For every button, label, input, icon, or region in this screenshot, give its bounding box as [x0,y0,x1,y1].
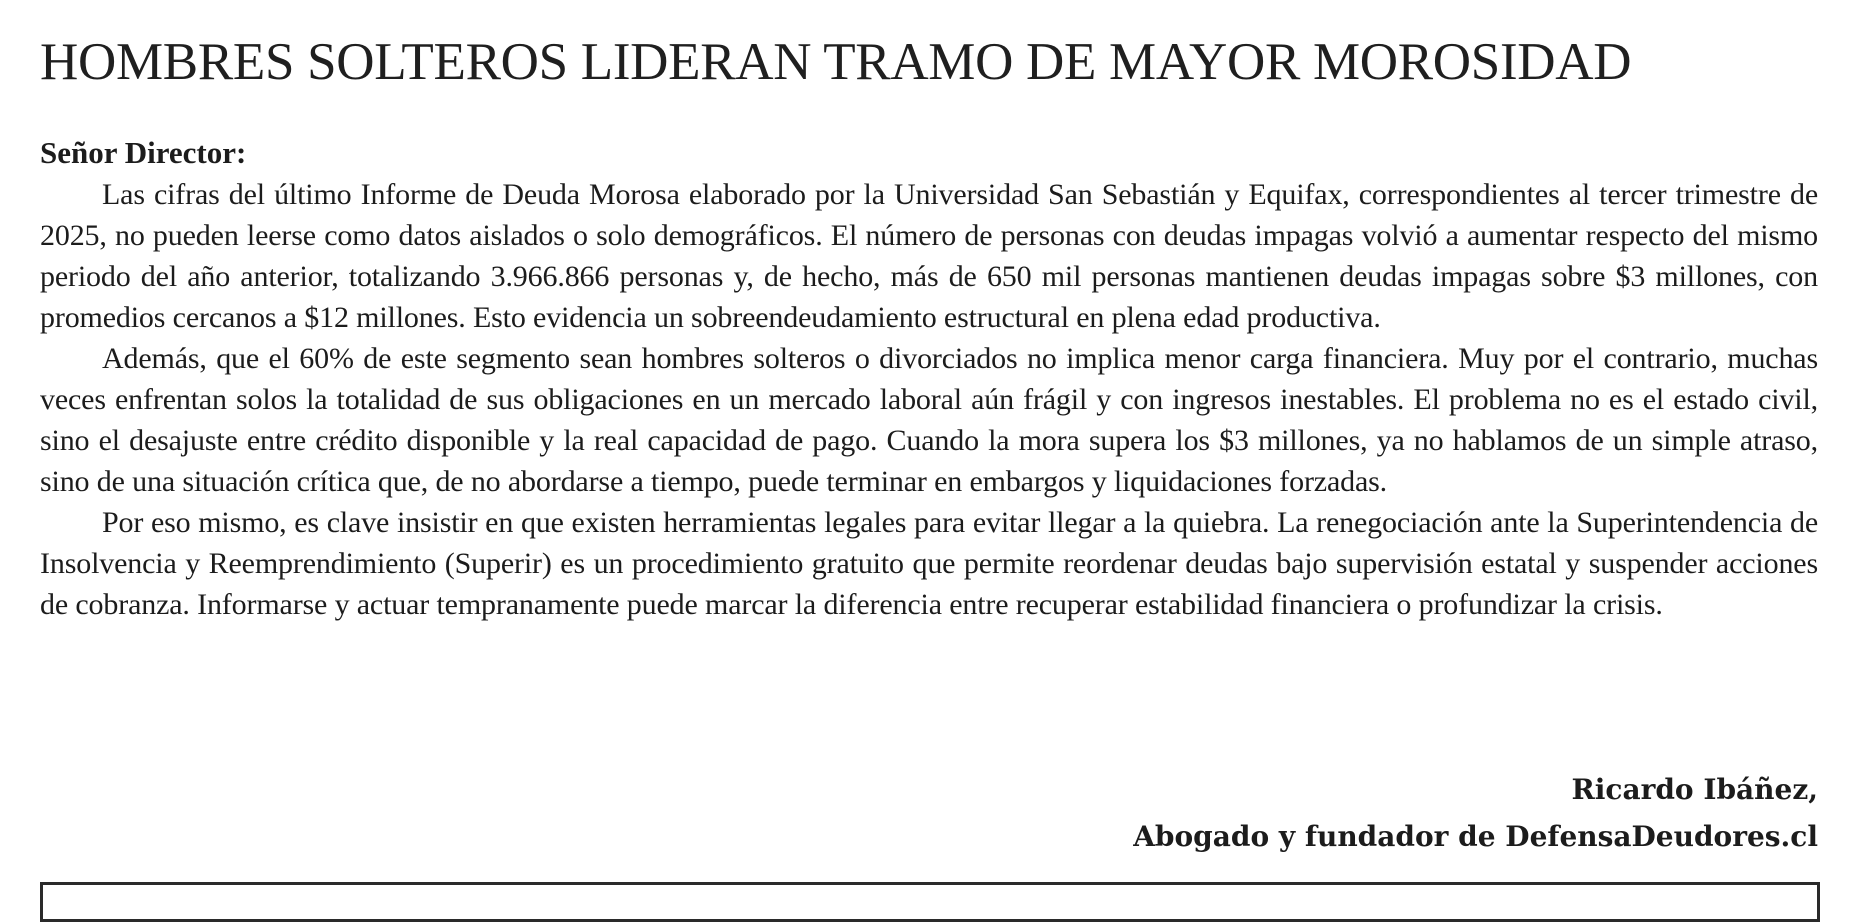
paragraph: Por eso mismo, es clave insistir en que existen herramientas legales para evitar llegar a la quiebra. La renegociación ante la Superintendencia de Insolvencia y Reemprendimiento (Superir) es un procedimiento gratuito que permite reordenar deudas bajo supervisión estatal y suspender acciones de cobranza. Informarse y actuar tempranamente puede marcar la diferencia entre recuperar estabilidad financiera o profundizar la crisis. [40,506,1818,621]
cropped-previous-headline [0,0,1860,8]
paragraph: Además, que el 60% de este segmento sean hombres solteros o divorciados no implica menor carga financiera. Muy por el contrario, muchas veces enfrentan solos la totalidad de sus obligaciones en un mercado laboral aún frágil y con ingresos inestables. El problema no es el estado civil, sino el desajuste entre crédito disponible y la real capacidad de pago. Cuando la mora supera los $3 millones, ya no hablamos de un simple atraso, sino de una situación crítica que, de no abordarse a tiempo, puede terminar en embargos y liquidaciones forzadas. [40,342,1818,498]
salutation: Señor Director: [40,135,247,170]
signature [1133,766,1818,860]
signature-name: Ricardo Ibáñez, [1571,773,1818,806]
letter-body [40,174,1818,625]
paragraph: Las cifras del último Informe de Deuda Morosa elaborado por la Universidad San Sebastián y Equifax, correspondientes al tercer trimestre de 2025, no pueden leerse como datos aislados o solo demográficos. El número de personas con deudas impagas volvió a aumentar respecto del mismo periodo del año anterior, totalizando 3.966.866 personas y, de hecho, más de 650 mil personas mantienen deudas impagas sobre $3 millones, con promedios cercanos a $12 millones. Esto evidencia un sobreendeudamiento estructural en plena edad productiva. [40,178,1818,334]
signature-title: Abogado y fundador de DefensaDeudores.cl [1133,820,1818,853]
next-article-frame [40,882,1820,922]
headline: HOMBRES SOLTEROS LIDERAN TRAMO DE MAYOR MOROSIDAD [40,33,1632,91]
